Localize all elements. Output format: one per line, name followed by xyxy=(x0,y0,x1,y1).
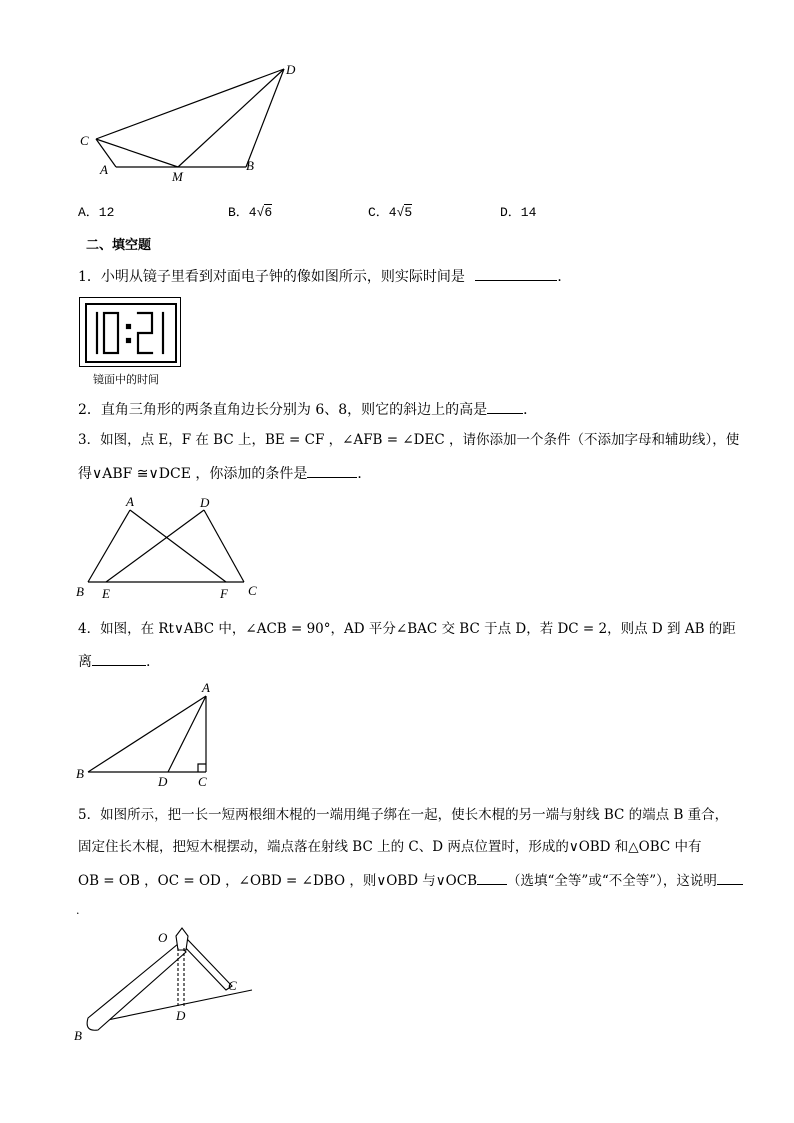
label-D: D xyxy=(158,774,168,789)
option-d[interactable]: D．14 xyxy=(500,205,537,220)
label-A: A xyxy=(126,494,134,509)
segment-ED xyxy=(106,510,204,582)
label-B: B xyxy=(74,1028,82,1043)
section-title: 二、填空题 xyxy=(86,238,152,253)
question-5-line-3: OB = OB ，OC = OD ，∠OBD = ∠DBO ，则∨OBD 与∨OCB （选填“全等”或“不全等”），这说明 xyxy=(78,870,743,890)
answer-blank-q3[interactable] xyxy=(307,463,357,478)
clock-digits-mirrored xyxy=(87,305,175,361)
label-B: B xyxy=(76,584,84,599)
segment-CD xyxy=(96,69,284,139)
label-C: C xyxy=(80,133,89,148)
sqrt-symbol: √ xyxy=(256,205,265,220)
question-4-line-1: 4．如图，在 Rt∨ABC 中，∠ACB = 90°，AD 平分∠BAC 交 BC 于点 D，若 DC = 2，则点 D 到 AB 的距 xyxy=(78,621,736,637)
label-C: C xyxy=(228,978,237,993)
question-3-line-1: 3．如图，点 E，F 在 BC 上，BE = CF ，∠AFB = ∠DEC ，请你添加一个条件（不添加字母和辅助线），使 xyxy=(78,432,740,448)
question-5-line-1: 5．如图所示，把一长一短两根细木棍的一端用绳子绑在一起，使长木棍的另一端与射线 BC 的端点 B 重合， xyxy=(78,807,729,823)
triangles-figure xyxy=(70,494,270,602)
clock-frame xyxy=(79,297,181,367)
mirror-clock-figure xyxy=(79,297,181,387)
label-D: D xyxy=(200,495,210,510)
segment-AB xyxy=(88,696,206,772)
segment-MD xyxy=(178,69,284,167)
label-B: B xyxy=(246,158,254,173)
question-4-line-2: 离 . xyxy=(78,651,150,671)
label-A: A xyxy=(202,680,210,695)
knot xyxy=(176,928,188,950)
label-C: C xyxy=(198,774,207,789)
label-O: O xyxy=(158,930,168,945)
long-stick xyxy=(87,944,186,1030)
clock-caption: 镜面中的时间 xyxy=(93,373,159,386)
segment-AF xyxy=(130,510,226,582)
sqrt-symbol: √ xyxy=(396,205,405,220)
answer-blank-q5-a[interactable] xyxy=(477,870,507,885)
answer-blank-q1[interactable] xyxy=(475,266,557,281)
right-triangle-figure xyxy=(70,680,230,790)
segment-DC xyxy=(204,510,244,582)
option-c[interactable]: C．4√5 xyxy=(368,205,413,220)
clock-screen xyxy=(85,303,177,363)
segment-CM xyxy=(96,139,178,167)
question-1: 1．小明从镜子里看到对面电子钟的像如图所示，则实际时间是 ． xyxy=(78,266,571,286)
label-C: C xyxy=(248,583,257,598)
answer-blank-q4[interactable] xyxy=(92,651,146,666)
option-a[interactable]: A．12 xyxy=(78,205,115,220)
label-E: E xyxy=(102,586,110,601)
segment-DB xyxy=(246,69,284,167)
right-angle-mark xyxy=(198,764,206,772)
question-5-line-2: 固定住长木棍，把短木棍摆动，端点落在射线 BC 上的 C、D 两点位置时，形成的∨OBD 和△OBC 中有 xyxy=(78,839,702,855)
label-F: F xyxy=(220,586,228,601)
label-D: D xyxy=(286,62,296,77)
quadrilateral-figure xyxy=(70,55,330,190)
label-M: M xyxy=(172,169,183,184)
question-2: 2．直角三角形的两条直角边长分别为 6、8，则它的斜边上的高是 ． xyxy=(78,399,537,419)
question-5-line-4: . xyxy=(76,904,80,917)
question-3-line-2: 得∨ABF ≅∨DCE ，你添加的条件是 ． xyxy=(78,463,371,483)
answer-blank-q2[interactable] xyxy=(487,399,523,414)
option-b[interactable]: B．4√6 xyxy=(228,205,273,220)
segment-BA xyxy=(88,510,130,582)
answer-blank-q5-b[interactable] xyxy=(717,870,743,885)
short-stick xyxy=(182,940,232,990)
label-D: D xyxy=(176,1008,186,1023)
label-A: A xyxy=(100,162,108,177)
label-B: B xyxy=(76,766,84,781)
sticks-figure xyxy=(70,922,270,1047)
segment-AD xyxy=(168,696,206,772)
